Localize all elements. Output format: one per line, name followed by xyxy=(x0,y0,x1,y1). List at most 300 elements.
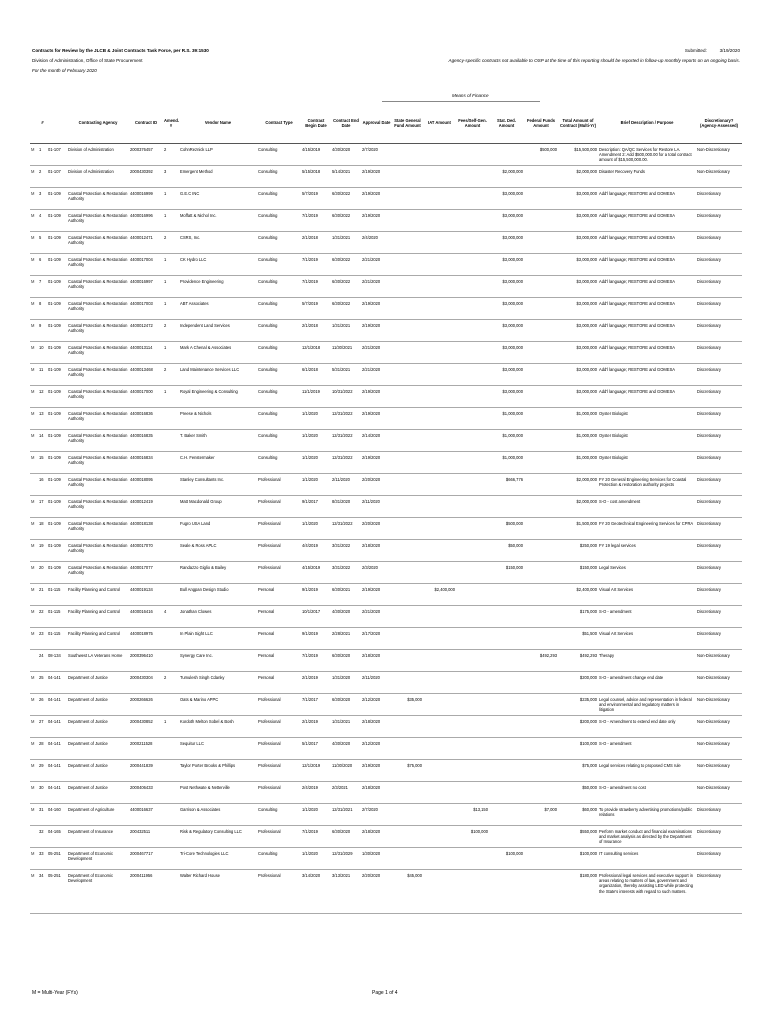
table-cell: Add'l language; RESTORE and GOMESA xyxy=(598,210,696,232)
table-cell: Visual Art Services xyxy=(598,628,696,650)
table-cell xyxy=(30,826,38,848)
table-cell: 11/30/2021 xyxy=(331,342,361,364)
table-cell: M xyxy=(30,540,38,562)
table-cell xyxy=(30,650,38,672)
table-cell: Disaster Recovery Funds xyxy=(598,166,696,188)
table-cell: 4400018975 xyxy=(129,628,163,650)
table-cell: Discretionary xyxy=(696,232,742,254)
table-cell: 2/19/2020 xyxy=(361,584,392,606)
column-header: Federal Funds Amount xyxy=(524,103,558,144)
table-cell: $50,000 xyxy=(489,540,524,562)
table-cell: Department of Justice xyxy=(67,694,129,716)
table-cell xyxy=(524,738,558,760)
table-cell: $1,000,000 xyxy=(558,452,598,474)
table-cell: Consulting xyxy=(257,166,301,188)
table-cell: 5/7/2019 xyxy=(301,298,331,320)
table-cell xyxy=(524,320,558,342)
table-row xyxy=(30,716,742,738)
table-cell: 1/1/2020 xyxy=(301,408,331,430)
table-cell xyxy=(423,342,456,364)
table-cell xyxy=(392,232,423,254)
table-cell: 2000266626 xyxy=(129,694,163,716)
table-cell: 4/15/2019 xyxy=(301,144,331,166)
table-cell: 7 xyxy=(38,276,47,298)
table-row xyxy=(30,298,742,320)
table-cell xyxy=(392,782,423,804)
table-cell: M xyxy=(30,320,38,342)
table-row xyxy=(30,232,742,254)
table-cell: Discretionary xyxy=(696,584,742,606)
table-cell: Discretionary xyxy=(696,320,742,342)
table-cell xyxy=(423,738,456,760)
report-title: Contracts for Review by the JLCB & Joint Contracts Task Force, per R.S. 39:1530 xyxy=(32,48,209,53)
table-row xyxy=(30,760,742,782)
table-cell: 2/11/2020 xyxy=(331,474,361,496)
table-cell: $3,000,000 xyxy=(489,188,524,210)
table-cell: Coastal Protection & Restoration Authority xyxy=(67,210,129,232)
table-cell: Consulting xyxy=(257,254,301,276)
table-cell xyxy=(423,628,456,650)
table-cell xyxy=(456,298,489,320)
table-cell xyxy=(392,584,423,606)
submitted-info xyxy=(685,48,740,54)
table-cell xyxy=(392,210,423,232)
table-cell: 4400013468 xyxy=(129,364,163,386)
table-cell: 24 xyxy=(38,650,47,672)
table-cell xyxy=(163,408,179,430)
table-cell: Discretionary xyxy=(696,606,742,628)
table-cell: Discretionary xyxy=(696,386,742,408)
table-cell: 7/1/2019 xyxy=(301,650,331,672)
table-cell: 17 xyxy=(38,496,47,518)
table-cell: 1/1/2020 xyxy=(301,474,331,496)
table-cell xyxy=(423,782,456,804)
table-cell: 01-109 xyxy=(47,188,67,210)
table-cell: 5/14/2021 xyxy=(331,166,361,188)
table-cell: Add'l language; RESTORE and GOMESA xyxy=(598,298,696,320)
table-cell xyxy=(163,738,179,760)
table-cell: Discretionary xyxy=(696,254,742,276)
table-cell xyxy=(524,870,558,914)
table-cell: $3,000,000 xyxy=(558,188,598,210)
table-cell: 29 xyxy=(38,760,47,782)
table-cell: $3,000,000 xyxy=(489,232,524,254)
table-cell xyxy=(456,452,489,474)
table-cell: 5/7/2019 xyxy=(301,188,331,210)
table-cell xyxy=(392,518,423,540)
table-cell: $3,000,000 xyxy=(558,342,598,364)
table-cell: Discretionary xyxy=(696,408,742,430)
table-cell: Department of Economic Development xyxy=(67,848,129,870)
table-cell xyxy=(423,716,456,738)
table-cell: Taylor Porter Brooks & Phillips xyxy=(179,760,257,782)
submitted-date: 3/19/2020 xyxy=(719,48,740,53)
table-cell: 4400013114 xyxy=(129,342,163,364)
table-cell: Coastal Protection & Restoration Authority xyxy=(67,342,129,364)
column-header: State General Fund Amount xyxy=(392,103,423,144)
table-cell xyxy=(392,320,423,342)
table-cell: $1,000,000 xyxy=(558,408,598,430)
table-cell: $1,000,000 xyxy=(489,408,524,430)
table-row xyxy=(30,364,742,386)
table-row xyxy=(30,342,742,364)
table-cell: 01-109 xyxy=(47,496,67,518)
table-cell: $3,000,000 xyxy=(558,364,598,386)
footer-legend: M = Multi-Year (FYs) xyxy=(32,990,78,996)
table-cell: 01-109 xyxy=(47,474,67,496)
table-cell: Discretionary xyxy=(696,430,742,452)
table-cell: Personal xyxy=(257,606,301,628)
table-cell: $75,000 xyxy=(392,760,423,782)
table-cell: 4/15/2019 xyxy=(301,562,331,584)
table-cell: 11 xyxy=(38,364,47,386)
table-cell: 10 xyxy=(38,342,47,364)
table-cell xyxy=(392,298,423,320)
table-cell xyxy=(456,408,489,430)
table-cell: 11/30/2020 xyxy=(331,760,361,782)
table-cell: Non-Discretionary xyxy=(696,716,742,738)
table-cell: 6/30/2020 xyxy=(331,826,361,848)
table-cell xyxy=(456,320,489,342)
table-cell: 2/19/2020 xyxy=(361,210,392,232)
table-cell: 2/4/2020 xyxy=(361,232,392,254)
table-cell: Professional xyxy=(257,518,301,540)
table-cell: G.E.C INC xyxy=(179,188,257,210)
table-cell: M xyxy=(30,694,38,716)
table-cell xyxy=(423,188,456,210)
table-cell: Personal xyxy=(257,650,301,672)
table-cell: $100,000 xyxy=(558,848,598,870)
table-cell xyxy=(524,210,558,232)
table-cell: S-O - amendment xyxy=(598,606,696,628)
table-cell: 01-109 xyxy=(47,386,67,408)
report-note: Agency-specific contracts not available to OSP at the time of this reporting should be reported in follow-up monthly reports on an ongoing basis. xyxy=(448,58,740,63)
table-cell: Department of Justice xyxy=(67,760,129,782)
table-cell xyxy=(163,804,179,826)
table-cell: Non-Discretionary xyxy=(696,694,742,716)
table-cell: Personal xyxy=(257,628,301,650)
table-cell xyxy=(456,606,489,628)
submitted-label: Submitted: xyxy=(684,48,707,53)
table-cell xyxy=(456,716,489,738)
table-cell: $3,000,000 xyxy=(489,364,524,386)
table-cell: Discretionary xyxy=(696,364,742,386)
table-cell: 01-109 xyxy=(47,430,67,452)
table-cell: Preese & Nichols xyxy=(179,408,257,430)
table-cell: 7/1/2019 xyxy=(301,826,331,848)
table-cell: 2 xyxy=(38,166,47,188)
table-cell: 2/3/2021 xyxy=(331,782,361,804)
table-cell xyxy=(423,210,456,232)
table-cell: $13,150 xyxy=(456,804,489,826)
table-cell: $3,000,000 xyxy=(558,298,598,320)
table-cell xyxy=(392,342,423,364)
table-cell: 2/11/2020 xyxy=(361,496,392,518)
table-cell: Providence Engineering xyxy=(179,276,257,298)
table-cell: $3,000,000 xyxy=(489,254,524,276)
table-cell: Professional xyxy=(257,474,301,496)
table-cell: 4/30/2020 xyxy=(331,144,361,166)
table-cell: CK Hydro LLC xyxy=(179,254,257,276)
table-row xyxy=(30,650,742,672)
table-cell: 6/30/2020 xyxy=(331,694,361,716)
table-cell: 3 xyxy=(163,166,179,188)
table-row xyxy=(30,188,742,210)
table-cell xyxy=(423,254,456,276)
table-cell: 01-109 xyxy=(47,232,67,254)
table-cell xyxy=(392,804,423,826)
table-cell: M xyxy=(30,518,38,540)
table-cell: $666,776 xyxy=(489,474,524,496)
table-cell xyxy=(392,408,423,430)
table-cell: 4400016999 xyxy=(129,188,163,210)
table-cell xyxy=(456,144,489,166)
table-cell: 6 xyxy=(38,254,47,276)
table-cell xyxy=(489,826,524,848)
table-cell: Add'l language; RESTORE and GOMESA xyxy=(598,342,696,364)
table-cell: $75,000 xyxy=(558,760,598,782)
table-cell: Facility Planning and Control xyxy=(67,584,129,606)
column-header: Total Amount of Contract (Multi-Yr) xyxy=(558,103,598,144)
table-cell xyxy=(489,628,524,650)
table-cell: 01-109 xyxy=(47,254,67,276)
table-cell xyxy=(524,628,558,650)
table-row xyxy=(30,452,742,474)
table-cell: M xyxy=(30,210,38,232)
table-cell: Non-Discretionary xyxy=(696,650,742,672)
table-cell: Coastal Protection & Restoration Authority xyxy=(67,364,129,386)
table-cell: 4400018138 xyxy=(129,518,163,540)
table-cell xyxy=(163,870,179,914)
table-cell: $3,000,000 xyxy=(558,232,598,254)
table-cell: 6/30/2022 xyxy=(331,188,361,210)
table-cell xyxy=(423,562,456,584)
table-cell: 04-141 xyxy=(47,672,67,694)
table-cell: 200432511 xyxy=(129,826,163,848)
table-cell: 2/21/2020 xyxy=(361,254,392,276)
table-cell: Add'l language; RESTORE and GOMESA xyxy=(598,232,696,254)
table-cell: 04-141 xyxy=(47,782,67,804)
table-cell: Department of Agriculture xyxy=(67,804,129,826)
table-cell: S-O - Amendment to extend end date only xyxy=(598,716,696,738)
table-cell: Discretionary xyxy=(696,826,742,848)
table-body xyxy=(30,144,742,914)
table-cell xyxy=(163,628,179,650)
table-cell: $3,000,000 xyxy=(489,320,524,342)
table-cell xyxy=(423,870,456,914)
table-cell: 6/30/2021 xyxy=(331,584,361,606)
table-cell: Non-Discretionary xyxy=(696,760,742,782)
table-cell xyxy=(489,870,524,914)
table-cell: Description: QA/QC Services for Restore LA. Amendment 2: Add $500,000.00 for a total contract amount of $15,500,000.00. xyxy=(598,144,696,166)
table-cell xyxy=(524,782,558,804)
table-cell xyxy=(392,386,423,408)
table-cell xyxy=(423,144,456,166)
table-cell: 01-115 xyxy=(47,628,67,650)
table-cell: Professional xyxy=(257,760,301,782)
table-cell: 04-141 xyxy=(47,760,67,782)
table-cell: 2000211528 xyxy=(129,738,163,760)
table-cell: Tumulesh Singh Cdanky xyxy=(179,672,257,694)
table-cell: 2/18/2020 xyxy=(361,716,392,738)
table-cell: M xyxy=(30,166,38,188)
table-cell xyxy=(456,430,489,452)
table-cell: 3/13/2021 xyxy=(331,870,361,914)
table-cell xyxy=(489,694,524,716)
table-cell: Garrison & Associates xyxy=(179,804,257,826)
table-cell: $2,000,000 xyxy=(558,496,598,518)
table-cell: Consulting xyxy=(257,408,301,430)
table-cell: 01-109 xyxy=(47,276,67,298)
table-cell: 4400016997 xyxy=(129,276,163,298)
table-cell: 30 xyxy=(38,782,47,804)
table-cell: 5/31/2021 xyxy=(331,364,361,386)
table-cell: Facility Planning and Control xyxy=(67,606,129,628)
table-cell: 33 xyxy=(38,848,47,870)
table-cell xyxy=(456,188,489,210)
table-cell: 16 xyxy=(38,474,47,496)
table-cell: M xyxy=(30,188,38,210)
table-cell xyxy=(392,188,423,210)
table-cell: Add'l language; RESTORE and GOMESA xyxy=(598,276,696,298)
table-cell: M xyxy=(30,870,38,914)
table-cell: Coastal Protection & Restoration Authority xyxy=(67,232,129,254)
table-cell: Discretionary xyxy=(696,518,742,540)
table-cell: 01-107 xyxy=(47,144,67,166)
table-cell: 31 xyxy=(38,804,47,826)
table-cell: 12/1/2019 xyxy=(301,760,331,782)
table-cell xyxy=(524,342,558,364)
table-cell: Oyster Biologist xyxy=(598,452,696,474)
table-cell: 12/31/2021 xyxy=(331,804,361,826)
table-cell: M xyxy=(30,232,38,254)
table-cell: 1/1/2020 xyxy=(301,430,331,452)
table-cell: M xyxy=(30,386,38,408)
table-cell: 1 xyxy=(163,386,179,408)
column-header: Contract Begin Date xyxy=(301,103,331,144)
table-cell: 01-109 xyxy=(47,540,67,562)
table-cell xyxy=(163,452,179,474)
table-cell xyxy=(524,452,558,474)
table-cell: Coastal Protection & Restoration Authority xyxy=(67,386,129,408)
table-cell: Add'l language; RESTORE and GOMESA xyxy=(598,320,696,342)
table-cell: C.H. Fenstermaker xyxy=(179,452,257,474)
table-cell: $2,000,000 xyxy=(558,166,598,188)
table-cell xyxy=(423,408,456,430)
table-cell: 6/30/2020 xyxy=(331,650,361,672)
table-cell: 4400016416 xyxy=(129,606,163,628)
table-cell xyxy=(30,474,38,496)
table-cell: 2/18/2020 xyxy=(361,650,392,672)
table-cell: 8/31/2020 xyxy=(331,496,361,518)
table-cell: Consulting xyxy=(257,298,301,320)
table-cell: 2/4/2019 xyxy=(301,782,331,804)
table-cell xyxy=(489,782,524,804)
table-cell: M xyxy=(30,848,38,870)
column-header xyxy=(30,103,38,144)
table-cell xyxy=(392,650,423,672)
table-cell: 2000441839 xyxy=(129,760,163,782)
table-cell: Discretionary xyxy=(696,496,742,518)
table-cell: M xyxy=(30,408,38,430)
table-cell: 04-141 xyxy=(47,694,67,716)
table-cell: 10/1/2017 xyxy=(301,606,331,628)
table-cell: M xyxy=(30,782,38,804)
table-cell: M xyxy=(30,738,38,760)
table-row xyxy=(30,848,742,870)
table-cell: 4400017077 xyxy=(129,562,163,584)
table-cell: 10/31/2022 xyxy=(331,386,361,408)
table-cell: Department of Economic Development xyxy=(67,870,129,914)
table-cell xyxy=(392,848,423,870)
table-cell xyxy=(489,672,524,694)
table-cell: M xyxy=(30,672,38,694)
division-name: Division of Administration, Office of State Procurement xyxy=(32,58,143,63)
table-cell: 19 xyxy=(38,540,47,562)
table-cell: Moffatt & Nichol Inc. xyxy=(179,210,257,232)
table-cell: 26 xyxy=(38,694,47,716)
table-row xyxy=(30,738,742,760)
table-cell: 6/30/2022 xyxy=(331,210,361,232)
table-row xyxy=(30,386,742,408)
table-cell: 4400019134 xyxy=(129,584,163,606)
table-cell: 2 xyxy=(163,144,179,166)
table-cell xyxy=(456,540,489,562)
table-cell: M xyxy=(30,276,38,298)
table-cell xyxy=(524,518,558,540)
table-cell xyxy=(163,540,179,562)
table-row xyxy=(30,672,742,694)
table-cell: Professional xyxy=(257,870,301,914)
table-cell xyxy=(456,628,489,650)
table-cell xyxy=(392,738,423,760)
table-cell xyxy=(423,452,456,474)
table-cell: M xyxy=(30,342,38,364)
table-row xyxy=(30,562,742,584)
table-cell: Discretionary xyxy=(696,562,742,584)
table-cell: Non-Discretionary xyxy=(696,738,742,760)
column-header: Contracting Agency xyxy=(67,103,129,144)
table-cell: 13 xyxy=(38,408,47,430)
table-cell xyxy=(524,254,558,276)
table-cell: 08-134 xyxy=(47,650,67,672)
table-cell: 4/30/2020 xyxy=(331,738,361,760)
table-cell: 9/1/2019 xyxy=(301,628,331,650)
table-cell: 2/18/2020 xyxy=(361,826,392,848)
table-cell: 12/31/2022 xyxy=(331,452,361,474)
table-cell: 1 xyxy=(163,342,179,364)
table-cell: Oyster Biologist xyxy=(598,430,696,452)
table-cell: 2/19/2020 xyxy=(361,298,392,320)
table-cell: Department of Justice xyxy=(67,782,129,804)
table-cell xyxy=(163,826,179,848)
table-cell: Add'l language; RESTORE and GOMESA xyxy=(598,188,696,210)
table-cell xyxy=(163,848,179,870)
table-cell: $550,000 xyxy=(558,826,598,848)
table-cell: Consulting xyxy=(257,452,301,474)
table-cell: 2/21/2020 xyxy=(361,364,392,386)
table-cell xyxy=(524,386,558,408)
table-cell: 22 xyxy=(38,606,47,628)
table-cell: 6/30/2022 xyxy=(331,276,361,298)
table-cell: 01-109 xyxy=(47,320,67,342)
table-cell xyxy=(392,606,423,628)
table-cell xyxy=(392,826,423,848)
table-cell: 1 xyxy=(163,716,179,738)
table-row xyxy=(30,474,742,496)
table-cell: $500,000 xyxy=(489,518,524,540)
table-cell: Non-Discretionary xyxy=(696,166,742,188)
